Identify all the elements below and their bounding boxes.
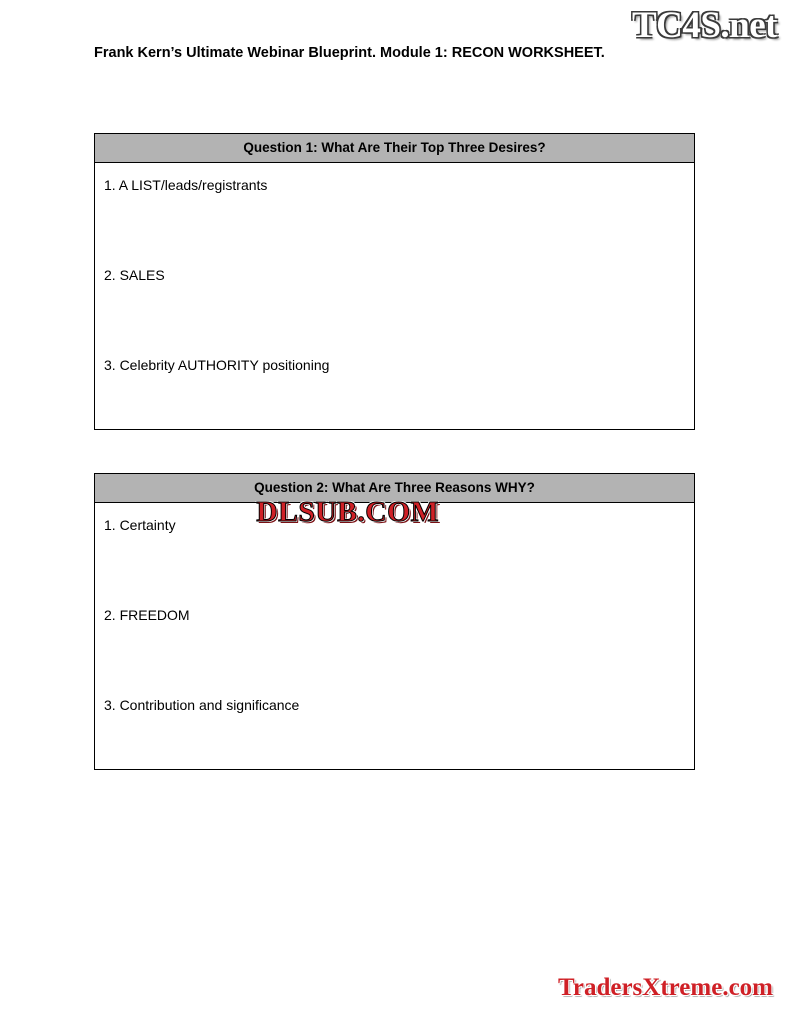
question-1-title: Question 1: What Are Their Top Three Desires? [95,134,694,163]
answer-item: 3. Contribution and significance [104,697,300,713]
answer-item: 3. Celebrity AUTHORITY positioning [104,357,330,373]
tc4s-watermark: TC4S.net [631,5,777,46]
answer-item: 1. Certainty [104,517,176,533]
question-2-title: Question 2: What Are Three Reasons WHY? [95,474,694,503]
question-box-1 [94,133,695,430]
document-header: Frank Kern’s Ultimate Webinar Blueprint. Module 1: RECON WORKSHEET. [94,45,605,61]
dlsub-watermark: DLSUB.COM [256,496,440,528]
question-2-body [95,503,694,714]
answer-item: 1. A LIST/leads/registrants [104,177,268,193]
question-1-body [95,163,694,374]
answer-item: 2. SALES [104,267,165,283]
tradersxtreme-watermark: TradersXtreme.com [558,974,773,1001]
answer-item: 2. FREEDOM [104,607,190,623]
